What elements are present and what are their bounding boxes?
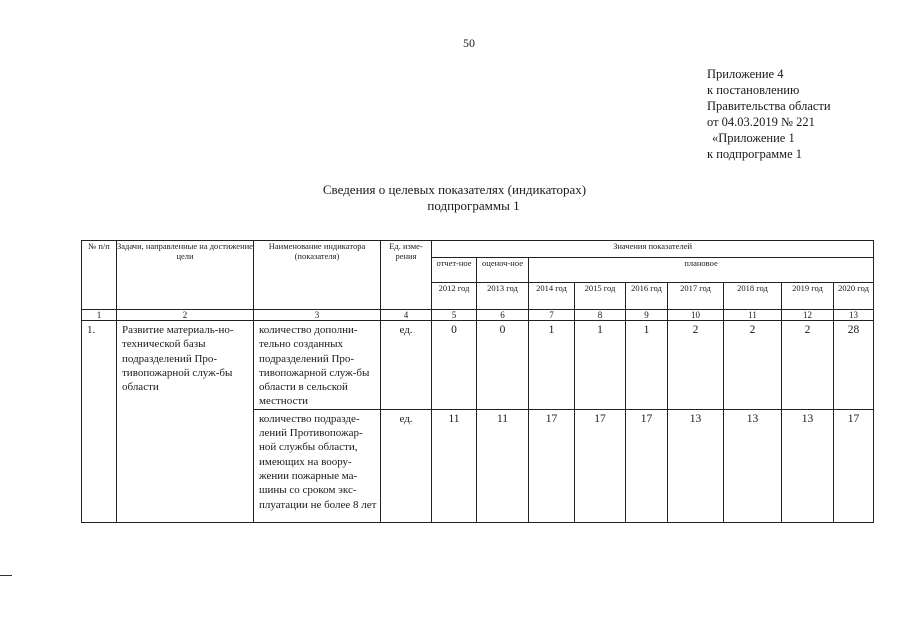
row-value: 2 <box>668 321 724 410</box>
row-value: 17 <box>575 409 626 522</box>
header-year: 2016 год <box>626 283 668 310</box>
header-tasks: Задачи, направленные на достижение цели <box>117 241 254 310</box>
row-value: 28 <box>834 321 874 410</box>
header-year: 2019 год <box>782 283 834 310</box>
column-number: 11 <box>724 310 782 321</box>
indicators-table <box>81 240 874 523</box>
column-number: 10 <box>668 310 724 321</box>
annex-line: Приложение 4 <box>707 67 784 81</box>
row-value: 11 <box>432 409 477 522</box>
table-row <box>82 321 874 410</box>
header-year: 2018 год <box>724 283 782 310</box>
row-task: Развитие материаль-но-технической базы подразделений Про-тивопожарной служ-бы области <box>117 321 254 523</box>
header-year: 2012 год <box>432 283 477 310</box>
annex-line: «Приложение 1 <box>712 131 795 145</box>
row-value: 2 <box>782 321 834 410</box>
row-unit: ед. <box>381 321 432 410</box>
row-value: 1 <box>575 321 626 410</box>
header-num: № п/п <box>82 241 117 310</box>
header-reported: отчет-ное <box>432 258 477 283</box>
column-number: 8 <box>575 310 626 321</box>
title-line-2: подпрограммы 1 <box>427 198 520 213</box>
row-indicator: количество дополни-тельно созданных подразделений Про-тивопожарной служ-бы области в сельской местности <box>254 321 381 410</box>
header-unit: Ед. изме-рения <box>381 241 432 310</box>
header-year: 2013 год <box>477 283 529 310</box>
annex-line: Правительства области <box>707 99 831 113</box>
column-number: 4 <box>381 310 432 321</box>
column-number-row <box>82 310 874 321</box>
annex-line: от 04.03.2019 № 221 <box>707 115 815 129</box>
row-value: 0 <box>477 321 529 410</box>
header-year: 2020 год <box>834 283 874 310</box>
column-number: 2 <box>117 310 254 321</box>
column-number: 7 <box>529 310 575 321</box>
header-indicator: Наименование индикатора (показателя) <box>254 241 381 310</box>
annex-block <box>707 66 831 162</box>
row-value: 13 <box>724 409 782 522</box>
row-num: 1. <box>82 321 117 523</box>
header-planned: плановое <box>529 258 874 283</box>
row-unit: ед. <box>381 409 432 522</box>
row-value: 11 <box>477 409 529 522</box>
row-value: 17 <box>834 409 874 522</box>
column-number: 6 <box>477 310 529 321</box>
scan-mark <box>0 575 12 576</box>
title-line-1: Сведения о целевых показателях (индикаторах) <box>322 182 587 197</box>
page-number: 50 <box>463 36 475 50</box>
column-number: 9 <box>626 310 668 321</box>
column-number: 5 <box>432 310 477 321</box>
header-year: 2017 год <box>668 283 724 310</box>
row-value: 13 <box>668 409 724 522</box>
header-year: 2015 год <box>575 283 626 310</box>
row-indicator: количество подразде-лений Противопожар-ной службы области, имеющих на воору-жении пожарные ма-шины со сроком экс-плуатации не более 8 лет <box>254 409 381 522</box>
row-value: 13 <box>782 409 834 522</box>
header-values: Значения показателей <box>432 241 874 258</box>
column-number: 12 <box>782 310 834 321</box>
row-value: 17 <box>626 409 668 522</box>
column-number: 1 <box>82 310 117 321</box>
header-estimated: оценоч-ное <box>477 258 529 283</box>
document-title <box>0 182 905 214</box>
row-value: 2 <box>724 321 782 410</box>
row-value: 1 <box>529 321 575 410</box>
column-number: 13 <box>834 310 874 321</box>
annex-line: к подпрограмме 1 <box>707 147 802 161</box>
header-year: 2014 год <box>529 283 575 310</box>
column-number: 3 <box>254 310 381 321</box>
row-value: 0 <box>432 321 477 410</box>
annex-line: к постановлению <box>707 83 800 97</box>
row-value: 1 <box>626 321 668 410</box>
row-value: 17 <box>529 409 575 522</box>
